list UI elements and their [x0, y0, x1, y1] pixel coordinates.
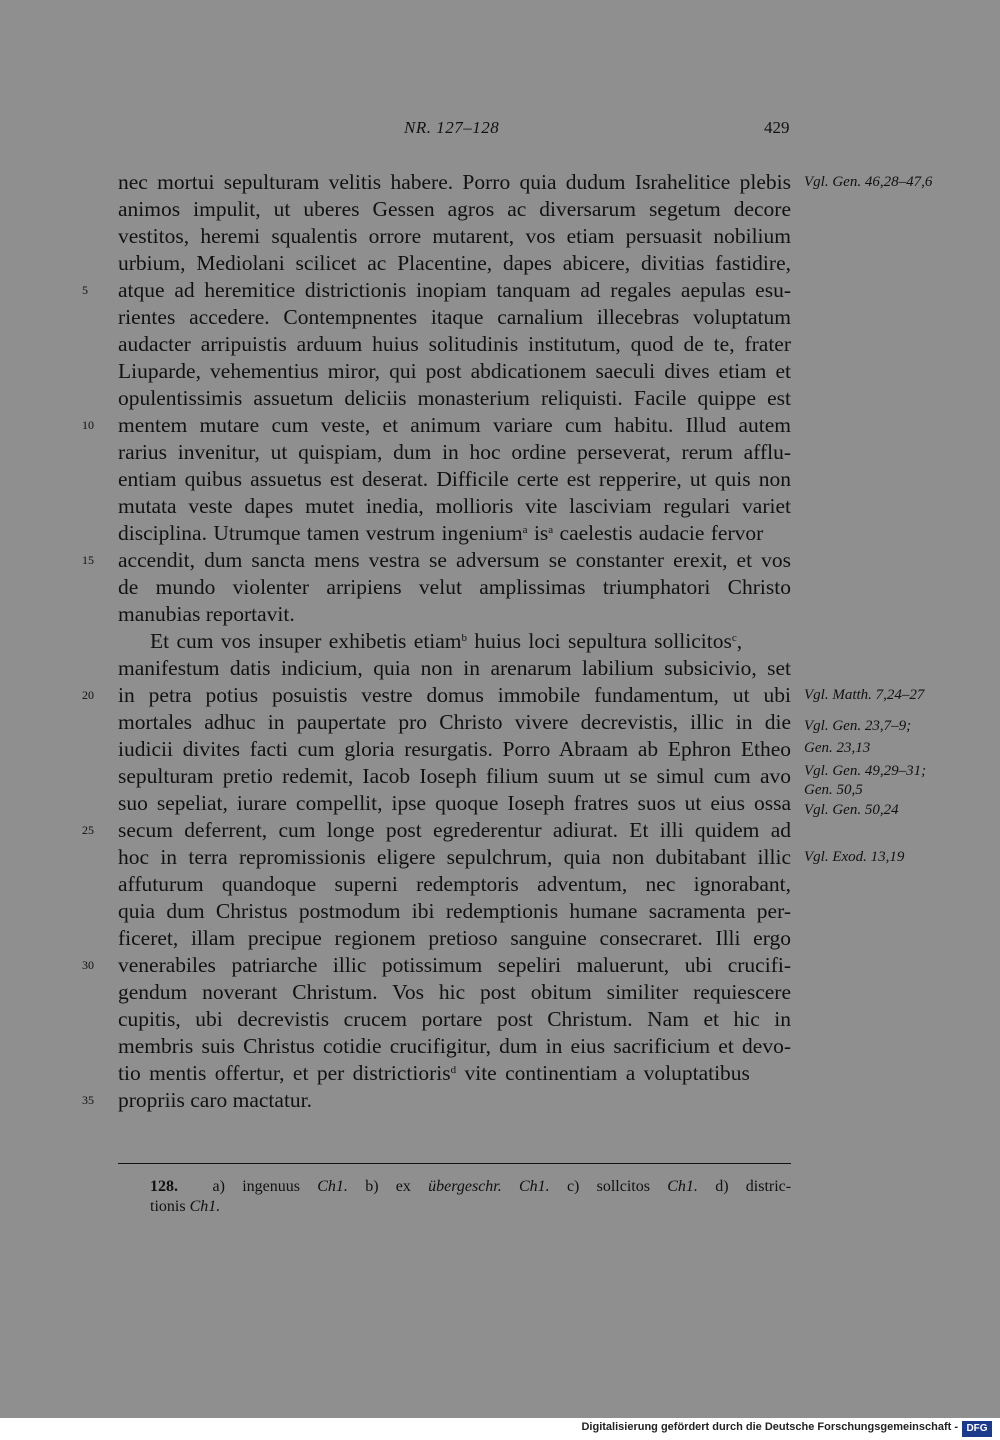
footnote-source: Ch1. [317, 1178, 348, 1195]
line-number: 10 [82, 418, 94, 432]
text-line [150, 628, 791, 655]
footer-credit: Digitalisierung gefördert durch die Deutsche Forschungsgemeinschaft - [581, 1421, 958, 1433]
footnote-line [150, 1177, 791, 1197]
page-number: 429 [764, 118, 790, 137]
footnote-text: tionis [150, 1198, 186, 1215]
line-number: 5 [82, 283, 88, 297]
text-line: vestitos, heremi squalentis orrore mutarent, vos etiam persuasit nobilium [118, 224, 791, 248]
text-line: venerabiles patriarche illic potissimum sepeliri maluerunt, ubi crucifi- [118, 953, 791, 977]
text-segment: vite continentiam a voluptatibus [456, 1061, 750, 1085]
text-line: rientes accedere. Contempnentes itaque carnalium illecebras voluptatum [118, 305, 791, 329]
text-line: propriis caro mactatur. [118, 1088, 313, 1112]
text-line [118, 520, 791, 547]
text-segment: , [736, 629, 743, 653]
text-line: nec mortui sepulturam velitis habere. Porro quia dudum Israhelitice plebis [118, 170, 791, 194]
text-line: in petra potius posuistis vestre domus immobile fundamentum, ut ubi [118, 683, 791, 707]
footnote-label: 128. [150, 1178, 178, 1195]
text-line: gendum noverant Christum. Vos hic post obitum similiter requiescere [118, 980, 791, 1004]
text-line [118, 1060, 791, 1087]
margin-note: Vgl. Matth. 7,24–27 [804, 687, 925, 703]
margin-note: Vgl. Gen. 50,24 [804, 802, 899, 818]
text-segment: is [527, 521, 549, 545]
text-line: entiam quibus assuetus est deserat. Difficile certe est repperire, ut quis non [118, 467, 791, 491]
text-line: accendit, dum sancta mens vestra se adversum se constanter erexit, et vos [118, 548, 791, 572]
running-header-title: NR. 127–128 [404, 118, 500, 137]
text-segment: caelestis audacie fervor [553, 521, 764, 545]
text-line: rarius invenitur, ut quispiam, dum in hoc ordine perseverat, rerum afflu- [118, 440, 791, 464]
line-number: 15 [82, 553, 94, 567]
margin-note: Vgl. Exod. 13,19 [804, 849, 905, 865]
text-line: atque ad heremitice districtionis inopiam tanquam ad regales aepulas esu- [118, 278, 791, 302]
dfg-logo-icon[interactable]: DFG [962, 1421, 992, 1437]
footnote-source: Ch1. [667, 1178, 698, 1195]
margin-note: Vgl. Gen. 49,29–31; [804, 763, 927, 779]
text-segment: disciplina. Utrumque tamen vestrum ingenium [118, 521, 523, 545]
footnote-marker: b [461, 632, 468, 644]
text-line: mentem mutare cum veste, et animum variare cum habitu. Illud autem [118, 413, 791, 437]
footnote-entry [150, 1178, 348, 1195]
line-number: 25 [82, 823, 94, 837]
text-line: audacter arripuistis arduum huius solitudinis institutum, quod de te, frater [118, 332, 791, 356]
margin-note: Gen. 50,5 [804, 782, 863, 798]
text-line: secum deferrent, cum longe post egrederentur adiurat. Et illi quidem ad [118, 818, 791, 842]
footnote-text: a) ingenuus [212, 1178, 300, 1195]
text-line: mutata veste dapes mutet inedia, mollioris vite lasciviam regulari variet [118, 494, 791, 518]
text-line: suo sepeliat, iurare compellit, ipse quoque Ioseph fratres suos ut eius ossa [118, 791, 791, 815]
line-number: 35 [82, 1093, 94, 1107]
text-line: ficeret, illam precipue regionem pretioso sanguine consecraret. Illi ergo [118, 926, 791, 950]
footnote-text: d) distric- [715, 1178, 792, 1195]
line-number: 30 [82, 958, 94, 972]
footnote-line [150, 1197, 791, 1217]
text-line: quia dum Christus postmodum ibi redemptionis humane sacramenta per- [118, 899, 791, 923]
footnote-rule [118, 1163, 791, 1164]
footnote-marker: a [522, 524, 528, 536]
text-line: manifestum datis indicium, quia non in arenarum labilium subsicivio, set [118, 656, 791, 680]
footnote-text: b) ex [365, 1178, 411, 1195]
text-line: Liuparde, vehementius miror, qui post abdicationem saeculi dives etiam et [118, 359, 791, 383]
margin-note: Gen. 23,13 [804, 740, 871, 756]
footnote-entry [567, 1178, 698, 1195]
text-line: urbium, Mediolani scilicet ac Placentine, dapes abicere, divitias fastidire, [118, 251, 791, 275]
text-segment: tio mentis offertur, et per districtioris [118, 1061, 451, 1085]
text-line: cupitis, ubi decrevistis crucem portare post Christum. Nam et hic in [118, 1007, 791, 1031]
text-line: animos impulit, ut uberes Gessen agros ac diversarum segetum decore [118, 197, 791, 221]
footnote-text: c) sollcitos [566, 1178, 650, 1195]
text-line: opulentissimis assuetum deliciis monasterium reliquisti. Facile quippe est [118, 386, 791, 410]
footnote-marker: c [731, 632, 737, 644]
footnote-marker: a [548, 524, 554, 536]
text-line: hoc in terra repromissionis eligere sepulchrum, quia non dubitabant illic [118, 845, 791, 869]
line-number: 20 [82, 688, 94, 702]
text-line: manubias reportavit. [118, 602, 295, 626]
footnote-source: Ch1. [189, 1198, 221, 1215]
footer-bar [0, 1418, 1000, 1440]
text-segment: Et cum vos insuper exhibetis etiam [150, 629, 462, 653]
text-line: sepulturam pretio redemit, Iacob Ioseph filium suum ut se simul cum avo [118, 764, 791, 788]
text-line: mortales adhuc in paupertate pro Christo vivere decrevistis, illic in die [118, 710, 791, 734]
text-line: iudicii divites facti cum gloria resurgatis. Porro Abraam ab Ephron Etheo [118, 737, 791, 761]
footnote-marker: d [450, 1064, 457, 1076]
footnote-entry [365, 1178, 550, 1195]
text-line: de mundo violenter arripiens velut amplissimas triumphatori Christo [118, 575, 791, 599]
text-segment: huius loci sepultura sollicitos [467, 629, 732, 653]
text-line: affuturum quandoque superni redemptoris adventum, nec ignorabant, [118, 872, 791, 896]
text-line: membris suis Christus cotidie crucifigitur, dum in eius sacrificium et devo- [118, 1034, 791, 1058]
margin-note: Vgl. Gen. 23,7–9; [804, 718, 912, 734]
margin-note: Vgl. Gen. 46,28–47,6 [804, 174, 933, 190]
footnote-source: übergeschr. Ch1. [428, 1178, 550, 1195]
